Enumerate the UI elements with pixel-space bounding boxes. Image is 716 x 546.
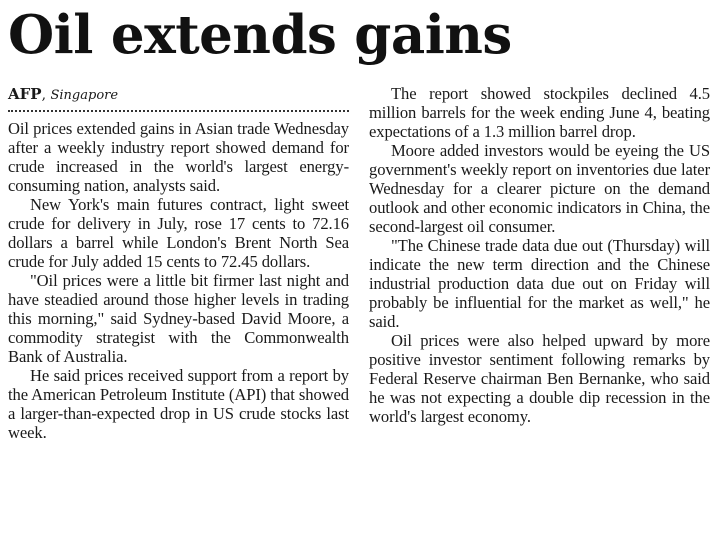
right-column xyxy=(369,84,710,426)
paragraph: Oil prices were also helped upward by more positive investor sentiment following remarks by Federal Reserve chairman Ben Bernanke, who said he was not expecting a double dip recession in the world's largest economy. xyxy=(369,331,710,426)
paragraph: He said prices received support from a report by the American Petroleum Institute (API) that showed a larger-than-expected drop in US crude stocks last week. xyxy=(8,366,349,442)
paragraph: Moore added investors would be eyeing the US government's weekly report on inventories due later Wednesday for a clearer picture on the demand outlook and other economic indicators in China, the second-largest oil consumer. xyxy=(369,141,710,236)
paragraph: The report showed stockpiles declined 4.5 million barrels for the week ending June 4, beating expectations of a 1.3 million barrel drop. xyxy=(369,84,710,141)
paragraph: Oil prices extended gains in Asian trade Wednesday after a weekly industry report showed demand for crude increased in the world's largest energy-consuming nation, analysts said. xyxy=(8,119,349,195)
byline: AFP, Singapore xyxy=(8,85,119,103)
paragraph: New York's main futures contract, light sweet crude for delivery in July, rose 17 cents to 72.16 dollars a barrel while London's Brent North Sea crude for July added 15 cents to 72.45 dollars. xyxy=(8,195,349,271)
left-column xyxy=(8,84,349,442)
paragraph: "The Chinese trade data due out (Thursday) will indicate the new term direction and the Chinese industrial production data due out on Friday will probably be influential for the market as well," he said. xyxy=(369,236,710,331)
paragraph: "Oil prices were a little bit firmer last night and have steadied around those higher levels in trading this morning," said Sydney-based David Moore, a commodity strategist with the Commonwealth Bank of Australia. xyxy=(8,271,349,366)
byline-agency: AFP xyxy=(8,85,42,103)
dotted-divider xyxy=(8,110,349,112)
byline-location: Singapore xyxy=(50,88,119,103)
headline: Oil extends gains xyxy=(8,4,512,66)
